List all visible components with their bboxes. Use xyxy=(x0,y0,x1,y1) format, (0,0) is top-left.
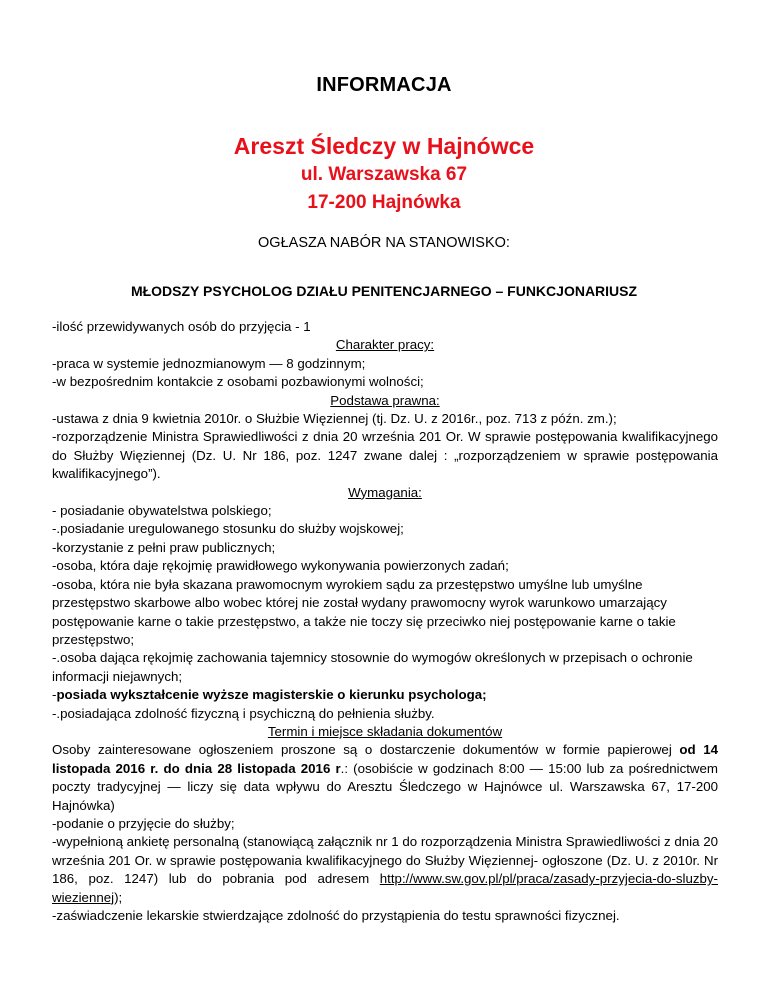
hire-count: -ilość przewidywanych osób do przyjęcia - 1 xyxy=(52,319,311,334)
work-heading: Charakter pracy: xyxy=(335,337,435,353)
document-item: -podanie o przyjęcie do służby; xyxy=(52,815,235,831)
institution-street: ul. Warszawska 67 xyxy=(300,164,468,185)
documents-dates: od 14 listopada 2016 r. do dnia 28 listopada 2016 r xyxy=(52,742,719,776)
documents-heading: Termin i miejsce składania dokumentów xyxy=(267,723,503,739)
institution-name: Areszt Śledczy w Hajnówce xyxy=(233,133,535,159)
requirement-item: -.osoba dająca rękojmię zachowania tajemnicy stosownie do wymogów określonych w przepisach o ochronie informacji niejawnych; xyxy=(52,650,693,684)
institution-city: 17-200 Hajnówka xyxy=(307,192,461,213)
work-item: -w bezpośrednim kontakcie z osobami pozbawionymi wolności; xyxy=(52,374,424,390)
requirement-item: -osoba, która daje rękojmię prawidłowego wykonywania powierzonych zadań; xyxy=(52,558,509,574)
document-item-text: -wypełnioną ankietę personalną (stanowiącą załącznik nr 1 do rozporządzenia Ministra Sprawiedliwości z dnia 20 września 201 Or. w sprawie postępowania kwalifikacyjnego do Służby Więziennej- ogłoszone (Dz. U. z 2010r. Nr 186, poz. 1247) lub do pobrania pod adresem xyxy=(52,834,718,887)
documents-intro xyxy=(52,741,718,815)
requirement-education-prefix: - xyxy=(52,687,57,703)
requirement-education xyxy=(52,686,718,704)
work-item: -praca w systemie jednozmianowym — 8 godzinnym; xyxy=(52,355,366,371)
documents-delivery: .: (osobiście w godzinach 8:00 — 15:00 lub za pośrednictwem poczty tradycyjnej — liczy się data wpływu do Aresztu Śledczego w Hajnówce ul. Warszawska 67, 17-200 Hajnówka) xyxy=(52,760,718,813)
legal-item: -ustawa z dnia 9 kwietnia 2010r. o Służbie Więziennej (tj. Dz. U. z 2016r., poz. 713 z późn. zm.); xyxy=(52,411,617,427)
document-item: -zaświadczenie lekarskie stwierdzające zdolność do przystąpienia do testu sprawności fizycznej. xyxy=(52,908,620,923)
announcement-line: OGŁASZA NABÓR NA STANOWISKO: xyxy=(258,235,510,251)
download-link[interactable]: http://www.sw.gov.pl/pl/praca/zasady-przyjecia-do-sluzby-wieziennej xyxy=(52,871,718,905)
requirement-item: - posiadanie obywatelstwa polskiego; xyxy=(52,503,272,519)
document-title: INFORMACJA xyxy=(316,74,452,96)
documents-intro-text: Osoby zainteresowane ogłoszeniem proszone są o dostarczenie dokumentów w formie papierowej xyxy=(52,742,672,758)
requirement-education-text: posiada wykształcenie wyższe magisterskie o kierunku psychologa; xyxy=(56,687,487,703)
document-body xyxy=(52,318,718,925)
position-title: MŁODSZY PSYCHOLOG DZIAŁU PENITENCJARNEGO – FUNKCJONARIUSZ xyxy=(130,283,638,299)
requirement-item: -osoba, która nie była skazana prawomocnym wyrokiem sądu za przestępstwo umyślne lub umyślne przestępstwo skarbowe albo wobec której nie został wydany prawomocny wyrok warunkowo umarzający postępowanie karne o takie przestępstwo, a także nie toczy się przeciwko niej postępowanie karne o takie przestępstwo; xyxy=(52,576,676,647)
requirement-item: -korzystanie z pełni praw publicznych; xyxy=(52,539,276,555)
requirement-item: -.posiadająca zdolność fizyczną i psychiczną do pełnienia służby. xyxy=(52,705,435,721)
document-item-end: ); xyxy=(114,889,123,905)
requirement-item: -.posiadanie uregulowanego stosunku do służby wojskowej; xyxy=(52,521,404,537)
legal-item: -rozporządzenie Ministra Sprawiedliwości z dnia 20 września 201 Or. W sprawie postępowania kwalifikacyjnego do Służby Więziennej (Dz. U. Nr 186, poz. 1247 zwane dalej : „rozporządzeniem w sprawie postępowania kwalifikacyjnego”). xyxy=(52,429,718,482)
requirements-heading: Wymagania: xyxy=(348,484,422,500)
legal-heading: Podstawa prawna: xyxy=(330,392,440,408)
document-item xyxy=(52,833,718,907)
